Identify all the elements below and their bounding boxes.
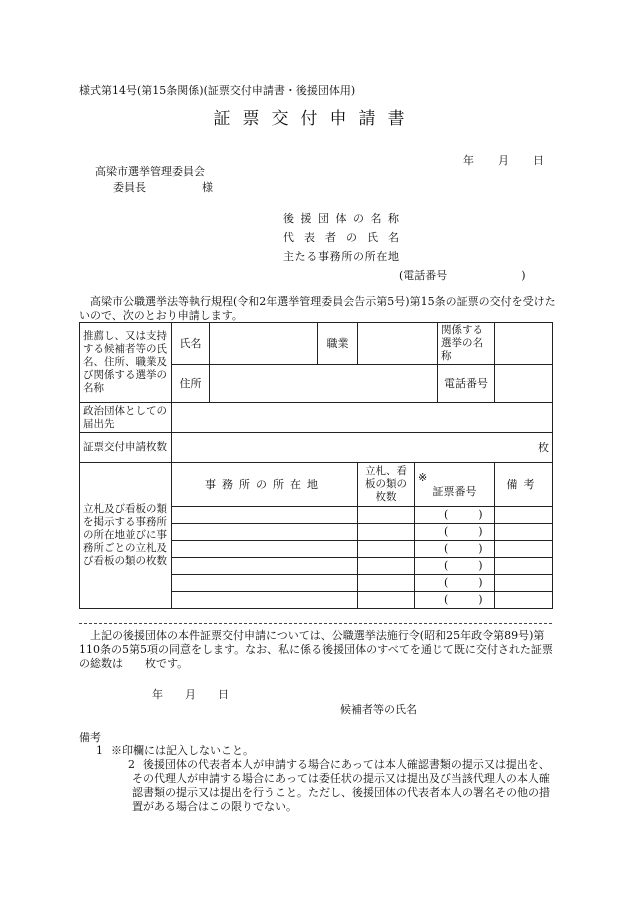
cert-number-cell: ( ) bbox=[415, 507, 495, 524]
signs-count-cell[interactable] bbox=[358, 524, 415, 541]
cert-number-cell: ( ) bbox=[415, 541, 495, 558]
intro-text: 高梁市公職選挙法等執行規程(令和2年選挙管理委員会告示第5号)第15条の証票の交付を受けたいので、次のとおり申請します。 bbox=[79, 295, 556, 322]
phone-label: 電話番号 bbox=[438, 365, 495, 403]
cert-number-cell: ( ) bbox=[415, 524, 495, 541]
address-label: 住所 bbox=[172, 365, 210, 403]
office-location-cell[interactable] bbox=[172, 575, 358, 592]
phone-line bbox=[283, 266, 526, 285]
signs-count-cell[interactable] bbox=[358, 507, 415, 524]
cert-number-cell: ( ) bbox=[415, 575, 495, 592]
remarks-cell[interactable] bbox=[495, 575, 553, 592]
consent-date bbox=[152, 686, 229, 702]
applicant-block bbox=[283, 209, 526, 285]
signs-count-cell[interactable] bbox=[358, 541, 415, 558]
signs-count-cell[interactable] bbox=[358, 575, 415, 592]
office-location-header: 事務所の所在地 bbox=[172, 463, 358, 507]
group-name-label: 後援団体の名称 bbox=[283, 212, 399, 225]
date-month: 月 bbox=[498, 154, 509, 167]
dashed-divider bbox=[79, 623, 552, 624]
office-location-cell[interactable] bbox=[172, 507, 358, 524]
remarks-cell[interactable] bbox=[495, 507, 553, 524]
office-address-label: 主たる事務所の所在地 bbox=[283, 250, 399, 263]
note-item: 1 ※印欄には記入しないこと。 bbox=[96, 744, 254, 757]
office-location-cell[interactable] bbox=[172, 558, 358, 575]
cert-number-cell: ( ) bbox=[415, 558, 495, 575]
remarks-cell[interactable] bbox=[495, 558, 553, 575]
form-number: 様式第14号(第15条関係)(証票交付申請書・後援団体用) bbox=[79, 84, 356, 97]
office-location-cell[interactable] bbox=[172, 592, 358, 609]
remarks-cell[interactable] bbox=[495, 592, 553, 609]
signs-count-cell[interactable] bbox=[358, 592, 415, 609]
occupation-field[interactable] bbox=[358, 323, 438, 365]
remarks-header: 備考 bbox=[495, 463, 553, 507]
date2-day: 日 bbox=[218, 688, 229, 701]
representative-label: 代表者の氏名 bbox=[283, 231, 399, 244]
address-field[interactable] bbox=[210, 365, 438, 403]
notes-list bbox=[79, 744, 557, 814]
application-table bbox=[79, 322, 553, 609]
candidate-name-label: 候補者等の氏名 bbox=[340, 703, 417, 716]
cert-count-field[interactable] bbox=[172, 433, 553, 463]
phone-field[interactable] bbox=[495, 365, 553, 403]
political-group-field[interactable] bbox=[172, 403, 553, 433]
office-location-cell[interactable] bbox=[172, 541, 358, 558]
signs-count-cell[interactable] bbox=[358, 558, 415, 575]
addressee-chair: 委員長 bbox=[113, 181, 146, 194]
related-election-field[interactable] bbox=[495, 323, 553, 365]
cert-number-header bbox=[415, 463, 495, 507]
page-title: 証票交付申請書 bbox=[213, 109, 417, 129]
note-item: 2 後援団体の代表者本人が申請する場合にあっては本人確認書類の提示又は提出を、その代理人が申請する場合にあっては委任状の提示又は提出及び当該代理人の本人確認書類の提示又は提出を行うこと。ただし、後援団体の代表者本人の署名その他の措置がある場合はこの限りでない。 bbox=[128, 758, 550, 813]
date2-year: 年 bbox=[152, 688, 163, 701]
application-date bbox=[463, 152, 544, 168]
phone-open: (電話番号 bbox=[399, 269, 448, 282]
consent-paragraph bbox=[79, 629, 555, 671]
name-field[interactable] bbox=[210, 323, 318, 365]
consent-text: 上記の後援団体の本件証票交付申請については、公職選挙法施行令(昭和25年政令第89号)第110条の5第5項の同意をします。なお、私に係る後援団体のすべてを通じて既に交付された証票の総数は 枚です。 bbox=[79, 629, 553, 670]
occupation-label: 職業 bbox=[318, 323, 358, 365]
date-year: 年 bbox=[463, 154, 474, 167]
date-day: 日 bbox=[533, 154, 544, 167]
remarks-cell[interactable] bbox=[495, 541, 553, 558]
remarks-cell[interactable] bbox=[495, 524, 553, 541]
signs-count-header: 立札、看板の類の枚数 bbox=[358, 463, 415, 507]
cert-number-label: 証票番号 bbox=[432, 484, 477, 498]
intro-paragraph bbox=[79, 295, 557, 323]
related-election-label: 関係する選挙の名称 bbox=[438, 323, 495, 365]
date2-month: 月 bbox=[185, 688, 196, 701]
candidate-header: 推薦し、又は支持する候補者等の氏名、住所、職業及び関係する選挙の名称 bbox=[80, 323, 172, 403]
office-location-cell[interactable] bbox=[172, 524, 358, 541]
notes-title: 備考 bbox=[79, 731, 101, 744]
office-use-mark: ※ bbox=[418, 470, 428, 484]
addressee-org: 高梁市選挙管理委員会 bbox=[95, 165, 205, 178]
cert-unit: 枚 bbox=[538, 440, 549, 454]
addressee-honorific: 様 bbox=[202, 181, 213, 194]
cert-count-label: 証票交付申請枚数 bbox=[80, 433, 172, 463]
addressee-block bbox=[95, 164, 213, 196]
addressee-chair-row bbox=[95, 180, 213, 196]
political-group-label: 政治団体としての届出先 bbox=[80, 403, 172, 433]
signs-header: 立札及び看板の類を掲示する事務所の所在地並びに事務所ごとの立札及び看板の類の枚数 bbox=[80, 463, 172, 609]
phone-close: ) bbox=[521, 269, 526, 282]
name-label: 氏名 bbox=[172, 323, 210, 365]
cert-number-cell: ( ) bbox=[415, 592, 495, 609]
